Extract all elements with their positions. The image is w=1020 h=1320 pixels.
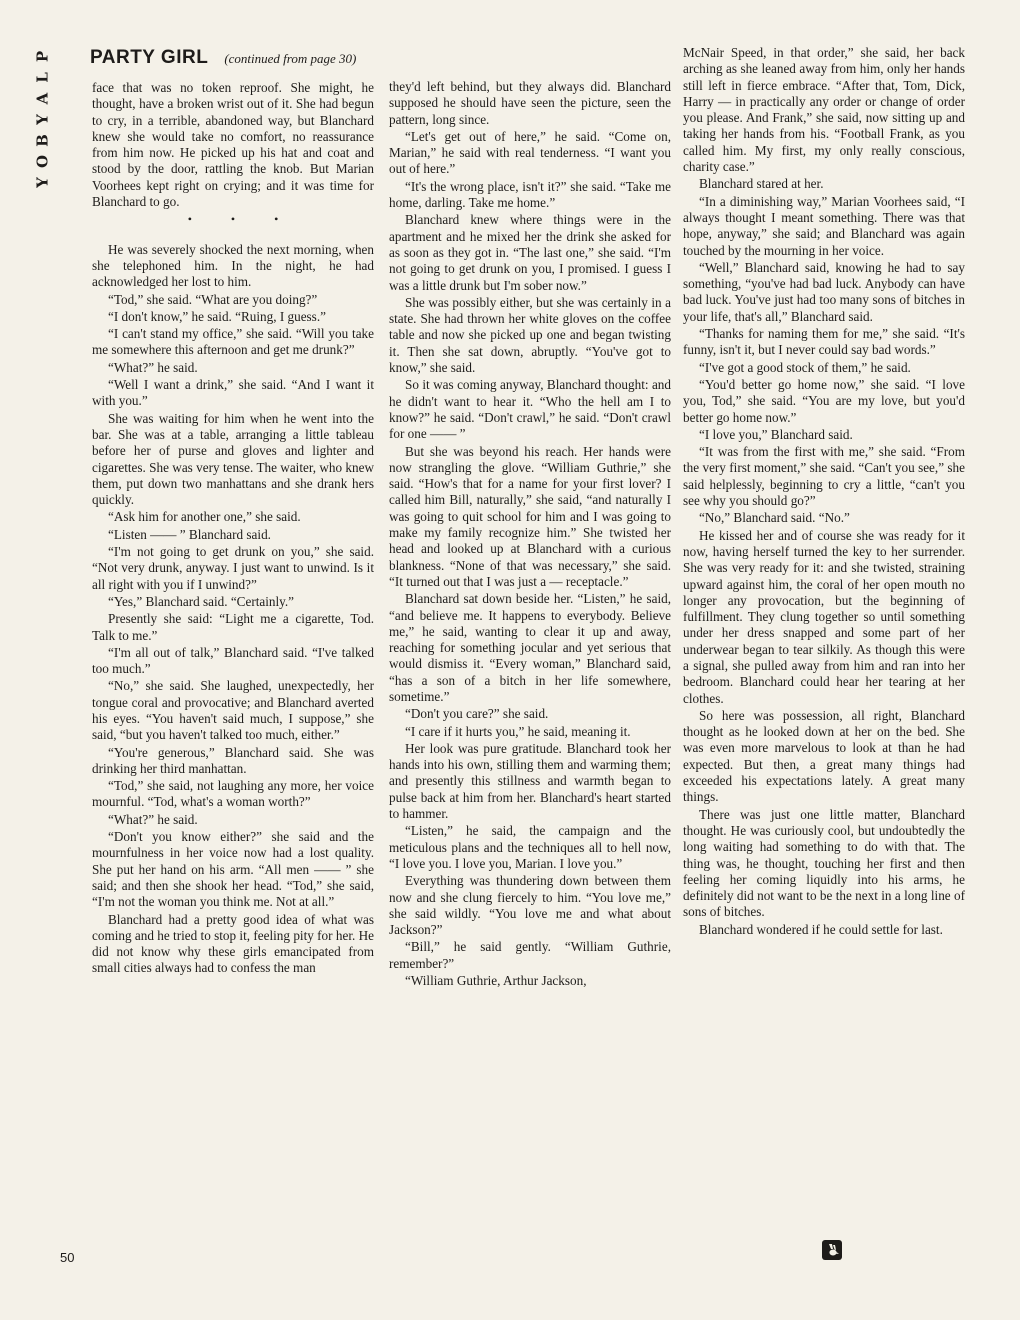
paragraph: Her look was pure gratitude. Blanchard took her hands into his own, stilling them and warming them; and presently this stillness and warmth began to pulse back at him from her. Blanchard's heart started to hammer. [389, 740, 671, 822]
paragraph: Blanchard had a pretty good idea of what was coming and he tried to stop it, feeling pity for her. He did not know why these girls emancipated from small cities always had to confess the man [92, 911, 374, 976]
paragraph: Presently she said: “Light me a cigarette, Tod. Talk to me.” [92, 611, 374, 643]
side-letter: B [33, 134, 52, 147]
side-letter: P [33, 50, 52, 63]
paragraph: “I can't stand my office,” she said. “Will you take me somewhere this afternoon and get me drunk?” [92, 326, 374, 358]
paragraph: “Tod,” she said. “What are you doing?” [108, 291, 318, 307]
paragraph: Blanchard knew where things were in the apartment and he mixed her the drink she asked for as soon as they got in. “The last one,” she said. “I'm not going to get drunk on you, I promised. I guess I was a little drunk but I'm sober now.” [389, 212, 671, 293]
paragraph: “I care if it hurts you,” he said, meaning it. [405, 723, 631, 739]
side-letter: O [33, 154, 52, 169]
text-column-3 [683, 45, 965, 939]
paragraph: She was waiting for him when he went into the bar. She was at a table, arranging a little tableau before her of purse and gloves and lighter and cigarettes. She was very tense. The waiter, who knew them, put down two manhattans and she drank hers quickly. [92, 410, 374, 508]
paragraph: “Let's get out of here,” he said. “Come on, Marian,” he said with real tenderness. “I want you out of here.” [389, 128, 671, 177]
paragraph: “Well I want a drink,” she said. “And I want it with you.” [92, 377, 374, 409]
article-title: PARTY GIRL [90, 47, 209, 68]
text-column-1 [92, 80, 374, 978]
paragraph: Blanchard sat down beside her. “Listen,” he said, “and believe me. It happens to everybody. Believe me,” he said, wanting to clear it up and away, reaching for something jocular and yet serious that would dismiss it. “Every woman,” Blanchard said, “has a son of a bitch in her life somewhere, sometime.” [389, 591, 671, 704]
paragraph: “I don't know,” he said. “Ruing, I guess.” [108, 308, 326, 324]
paragraph: “What?” he said. [108, 811, 198, 827]
paragraph: So here was possession, all right, Blanchard thought as he looked down at her on the bed. She was even more marvelous to look at than he had expected. But then, a great many things had exceeded his expectations lately. A great many things. [683, 707, 965, 805]
section-separator: • • • [187, 212, 297, 227]
paragraph: “Well,” Blanchard said, knowing he had to say something, “you've had bad luck. Anybody can have bad luck. You've just had too many sons of bitches in your life, that's all,” Blanchard said. [683, 259, 965, 324]
side-letter: Y [33, 177, 52, 188]
paragraph: “I've got a good stock of them,” he said. [699, 359, 911, 375]
paragraph: “Listen —— ” Blanchard said. [108, 526, 271, 542]
paragraph: “Thanks for naming them for me,” she said. “It's funny, isn't it, but I never could say bad words.” [683, 326, 965, 358]
text-column-2 [389, 79, 671, 990]
paragraph: “No,” Blanchard said. “No.” [699, 510, 850, 526]
paragraph: Blanchard wondered if he could settle for last. [699, 921, 943, 937]
magazine-side-title [31, 46, 55, 193]
paragraph: “I'm all out of talk,” Blanchard said. “I've talked too much.” [92, 644, 374, 677]
side-letter: L [33, 72, 52, 83]
paragraph: He was severely shocked the next morning, when she telephoned him. In the night, he had acknowledged her lost to him. [92, 241, 374, 290]
paragraph: “In a diminishing way,” Marian Voorhees said, “I always thought I meant something. There was that hope, anyway,” she said; and Blanchard was again touched by the mourning in her voice. [683, 193, 965, 258]
article-header [90, 47, 356, 69]
paragraph: McNair Speed, in that order,” she said, her back arching as she leaned away from him, only her hands still left in fierce embrace. “After that, Tom, Dick, Harry — in practically any order or change of order you please. And Frank,” she said, now sitting up and taking her hands from his. “Football Frank, as you called him. My first, my only really conscious, charity case.” [683, 45, 965, 175]
paragraph: Blanchard stared at her. [699, 176, 824, 192]
paragraph: “No,” she said. She laughed, unexpectedly, her tongue coral and provocative; and Blanchard averted his eyes. “You haven't said much, I suppose,” she said, “but you haven't talked too much, either.” [92, 678, 374, 743]
paragraph: “Yes,” Blanchard said. “Certainly.” [108, 593, 295, 609]
paragraph: She was possibly either, but she was certainly in a state. She had thrown her white gloves on the coffee table and now she picked up one and began twisting it. Then she sat down, abruptly. “You've got to know,” she said. [389, 294, 671, 376]
paragraph: they'd left behind, but they always did. Blanchard supposed he should have seen the picture, seen the pattern, long since. [389, 79, 671, 127]
paragraph: There was just one little matter, Blanchard thought. He was curiously cool, but undoubtedly the long waiting had something to do with that. The thing was, he thought, touching her first and then feeling her coming liquidly into his arms, he definitely did not want to be the next in a long line of sons of bitches. [683, 806, 965, 920]
paragraph: But she was beyond his reach. Her hands were now strangling the glove. “William Guthrie,” she said. “How's that for a name for your first lover? I called him Bill, naturally,” she said, “and naturally I was going to quit school for him and I was going to make my family recognize him.” She twisted her head and looked up at Blanchard with a curious blankness. “None of that was necessary,” she said. “It turned out that I was just a — receptacle.” [389, 443, 671, 589]
paragraph: “I love you,” Blanchard said. [699, 426, 853, 442]
paragraph: “Ask him for another one,” she said. [108, 509, 301, 525]
paragraph: “Don't you know either?” she said and the mournfulness in her voice now had a lost quality. She put her hand on his arm. “All men —— ” she said; and then she shook her head. “Tod,” she said, “I'm not the woman you think me. Not at all.” [92, 829, 374, 910]
paragraph: He kissed her and of course she was ready for it now, having herself turned the key to her surrender. She was very ready for it: and she twisted, straining upward against him, the coral of her open mouth no longer any provocation, but the beginning of fulfillment. They clung together so until something under her dress snapped and some part of her underwear began to tear silkily. As though this were a signal, she pulled away from him and ran into her bedroom. Blanchard could hear her tearing at her clothes. [683, 527, 965, 706]
paragraph: “Bill,” he said gently. “William Guthrie, remember?” [389, 939, 671, 971]
rabbit-head-icon [822, 1240, 842, 1260]
page-number: 50 [60, 1250, 75, 1265]
paragraph: “Tod,” she said, not laughing any more, her voice mournful. “Tod, what's a woman worth?” [92, 778, 374, 810]
paragraph: “It's the wrong place, isn't it?” she said. “Take me home, darling. Take me home.” [389, 178, 671, 211]
paragraph: “You're generous,” Blanchard said. She was drinking her third manhattan. [92, 744, 374, 776]
continued-note: (continued from page 30) [224, 51, 357, 66]
paragraph: So it was coming anyway, Blanchard thought: and he didn't want to hear it. “Who the hell am I to know?” he said. “Don't crawl,” he said. “Don't crawl for one —— ” [389, 377, 671, 442]
paragraph: “What?” he said. [108, 359, 198, 375]
paragraph: “I'm not going to get drunk on you,” she said. “Not very drunk, anyway. I just want to unwind. Is it all right with you if I unwind?” [92, 544, 374, 592]
paragraph: “It was from the first with me,” she said. “From the very first moment,” she said. “Can't you see,” she said helplessly, beginning to cry a little, “can't you see why you should go?” [683, 444, 965, 509]
paragraph: “William Guthrie, Arthur Jackson, [405, 973, 587, 989]
paragraph: “Don't you care?” she said. [405, 706, 549, 722]
paragraph: Everything was thundering down between them now and she clung fiercely to him. “You love me,” she said wildly. “You love me and what about Jackson?” [389, 873, 671, 938]
side-letter: A [33, 92, 52, 105]
paragraph: “Listen,” he said, the campaign and the meticulous plans and the techniques all to hell now, “I love you. I love you, Marian. I love you.” [389, 823, 671, 871]
paragraph: “You'd better go home now,” she said. “I love you, Tod,” she said. “You are my love, but you'd better go home now.” [683, 376, 965, 425]
side-letter: Y [33, 114, 52, 125]
paragraph: face that was no token reproof. She might, he thought, have a broken wrist out of it. She had begun to cry, in a terrible, abandoned way, but Blanchard knew she would take no comfort, no reassurance from him now. He picked up his hat and coat and stood by the door, rattling the knob. But Marian Voorhees kept right on crying; and it was time for Blanchard to go. [92, 80, 374, 210]
